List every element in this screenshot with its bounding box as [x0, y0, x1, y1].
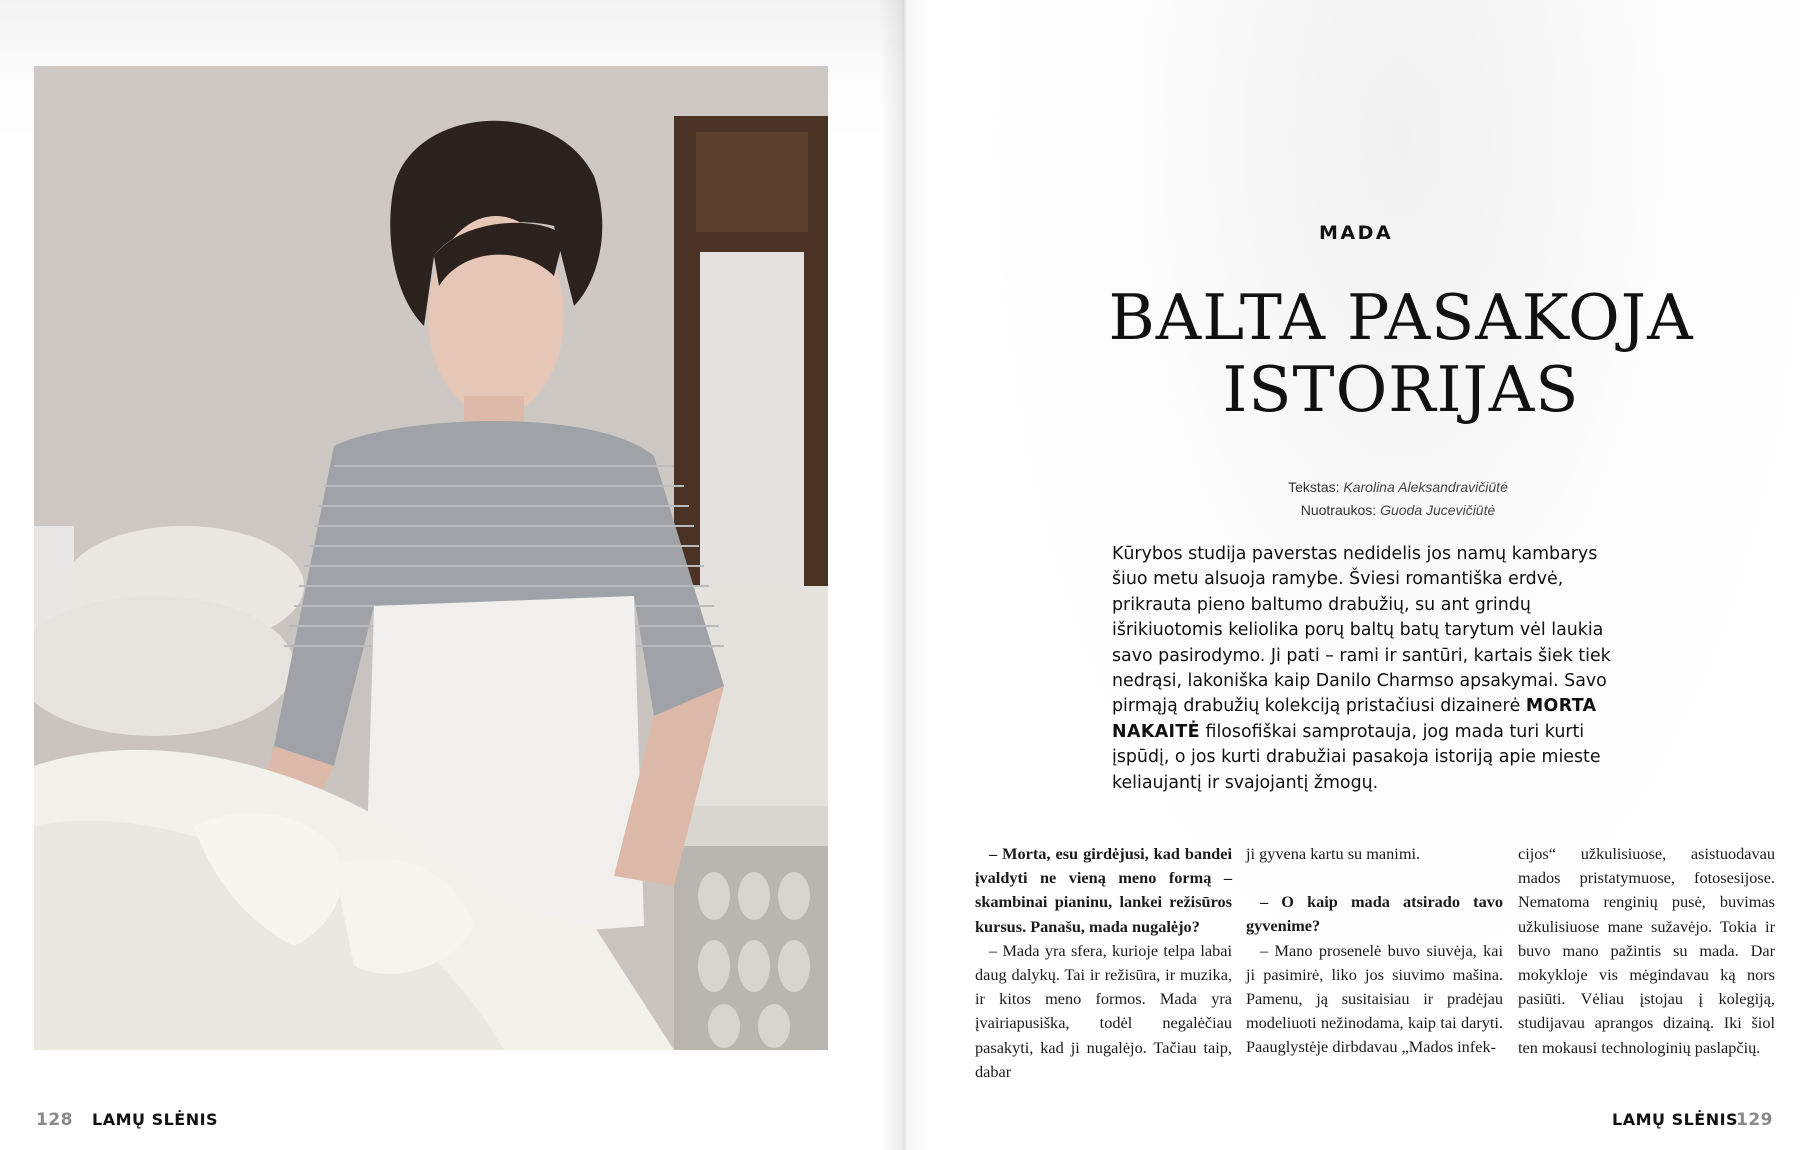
- magazine-name-left: LAMŲ SLĖNIS: [92, 1110, 219, 1129]
- section-label: MADA: [1318, 222, 1394, 244]
- page-number-left: 128: [36, 1110, 73, 1130]
- headline-line-2: ISTORIJAS: [1222, 353, 1580, 426]
- spine-shadow: [880, 0, 928, 1150]
- credits: [1038, 476, 1758, 522]
- photo-credit: [1038, 499, 1758, 522]
- text-credit-author: Karolina Aleksandravičiūtė: [1343, 479, 1508, 495]
- answer-2-continued: cijos“ užkulisiuose, asistuodavau mados pristatymuose, fotosesijose. Nematoma renginių pusė, buvimas užkulisiuose mane sužavėjo. Tokia ir buvo mano pažintis su mada. Dar mokykloje vis mėgindavau ką nors pasiūti. Vėliau įstojau į kolegiją, studijavau aprangos dizainą. Iki šiol ten mokausi technologinių paslapčių.: [1518, 844, 1775, 1057]
- designer-name: MORTA NAKAITĖ: [1112, 696, 1597, 742]
- text-credit-label: Tekstas:: [1288, 479, 1340, 495]
- body-column-3: [1518, 842, 1775, 1060]
- photo-credit-label: Nuotraukos:: [1300, 502, 1377, 518]
- question-1: – Morta, esu girdėjusi, kad bandei įvaldyti ne vieną meno formą – skambinai pianinu, lankei režisūros kursus. Panašu, mada nugalėjo?: [975, 844, 1232, 936]
- question-2: – O kaip mada atsirado tavo gyvenime?: [1246, 892, 1503, 936]
- body-column-1: [975, 842, 1232, 1084]
- answer-2: – Mano prosenelė buvo siuvėja, kai ji pasimirė, liko jos siuvimo mašina. Pamenu, ją susitaisiau ir pradėjau modeliuoti nežinodama, kaip tai daryti. Paauglystėje dirbdavau „Mados infek-: [1246, 940, 1503, 1057]
- text-credit: [1038, 476, 1758, 499]
- answer-1: – Mada yra sfera, kurioje telpa labai daug dalykų. Tai ir režisūra, ir muzika, ir kitos meno formos. Mada yra įvairiapusiška, todėl negalėčiau pasakyti, kad ji nugalėjo. Tačiau taip, dabar: [975, 940, 1232, 1081]
- lead-part-1: Kūrybos studija paverstas nedidelis jos namų kambarys šiuo metu alsuoja ramybe. Šviesi romantiška erdvė, prikrauta pieno baltumo drabužių, su ant grindų išrikiuotomis keliolika porų baltų batų tarytum vėl laukia savo pasirodymo. Ji pati – rami ir santūri, kartais šiek tiek nedrąsi, lakoniška kaip Danilo Charmso apsakymai. Savo pirmąją drabužių kolekciją pristačiusi dizainerė: [1112, 544, 1611, 717]
- photo-credit-author: Guoda Jucevičiūtė: [1380, 502, 1496, 518]
- answer-1-continued: ji gyvena kartu su manimi.: [1246, 844, 1421, 863]
- headline: [1034, 282, 1768, 426]
- designer-photo: [34, 66, 828, 1050]
- headline-line-1: BALTA PASAKOJA: [1108, 281, 1694, 354]
- paragraph-gap: [1246, 866, 1503, 890]
- lead-part-2: filosofiškai samprotauja, jog mada turi kurti įspūdį, o jos kurti drabužiai pasakoja istoriją apie mieste keliaujantį ir svajojantį žmogų.: [1112, 721, 1601, 793]
- page-number-right: 129: [1736, 1110, 1773, 1130]
- lead-paragraph: [1112, 542, 1612, 796]
- right-page: [904, 0, 1808, 1150]
- photo-illustration: [34, 66, 828, 1050]
- body-column-2: [1246, 842, 1503, 1060]
- magazine-name-right: LAMŲ SLĖNIS: [1612, 1110, 1739, 1129]
